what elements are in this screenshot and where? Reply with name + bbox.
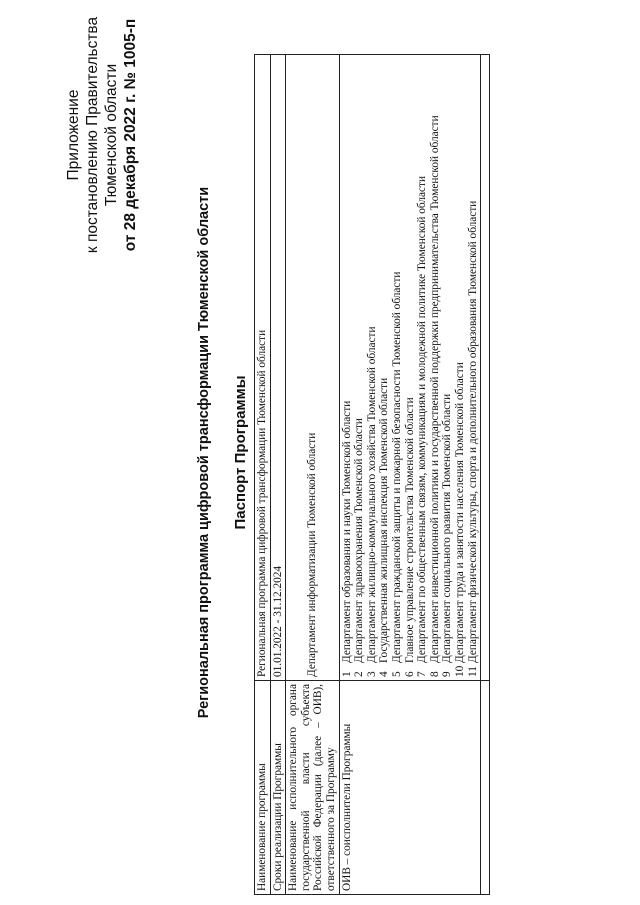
row-value: Региональная программа цифровой трансформации Тюменской области bbox=[255, 55, 271, 681]
passport-table bbox=[254, 54, 490, 895]
list-item bbox=[416, 58, 429, 677]
list-item-text: Департамент здравоохранения Тюменской области bbox=[353, 418, 366, 663]
list-item bbox=[467, 58, 480, 677]
list-item bbox=[378, 58, 391, 677]
table-row bbox=[286, 55, 339, 895]
list-item-number: 8 bbox=[428, 671, 441, 677]
list-item-number: 9 bbox=[441, 671, 454, 677]
list-item-text: Департамент по общественным связям, коммуникациям и молодежной политике Тюменской области bbox=[416, 175, 429, 663]
table-row bbox=[270, 55, 286, 895]
row-value: 01.01.2022 - 31.12.2024 bbox=[270, 55, 286, 681]
list-item-number: 2 bbox=[353, 671, 366, 677]
list-item-text: Государственная жилищная инспекция Тюменской области bbox=[378, 377, 391, 663]
appendix-region: Тюменской области bbox=[103, 63, 120, 207]
list-item bbox=[441, 58, 454, 677]
list-item bbox=[404, 58, 417, 677]
list-item bbox=[429, 58, 442, 677]
list-item bbox=[353, 58, 366, 677]
list-item-number: 3 bbox=[365, 671, 378, 677]
list-item-text: Департамент труда и занятости населения Тюменской области bbox=[453, 362, 466, 663]
list-item-number: 10 bbox=[453, 665, 466, 677]
row-label: Наименование исполнительного органа государственной власти субъекта Российской Федерации (далее – ОИВ), ответственного за Программу bbox=[286, 681, 339, 895]
document-title: Региональная программа цифровой трансформации Тюменской области bbox=[196, 186, 212, 719]
appendix-decree-date: от 28 декабря 2022 г. № 1005-п bbox=[122, 18, 139, 252]
row-label bbox=[481, 681, 490, 895]
table-row bbox=[339, 55, 481, 895]
appendix-block bbox=[64, 0, 140, 305]
section-title: Паспорт Программы bbox=[232, 375, 249, 530]
appendix-decree-ref: к постановлению Правительства bbox=[84, 16, 101, 254]
list-item-number: 7 bbox=[416, 671, 429, 677]
list-item-number: 11 bbox=[466, 666, 479, 677]
list-item-text: Департамент физической культуры, спорта и дополнительного образования Тюменской области bbox=[466, 200, 479, 663]
list-item bbox=[366, 58, 379, 677]
row-label: Сроки реализации Программы bbox=[270, 681, 286, 895]
list-item bbox=[454, 58, 467, 677]
list-item-text: Главное управление строительства Тюменской области bbox=[403, 397, 416, 663]
row-value: Департамент информатизации Тюменской области bbox=[286, 55, 339, 681]
list-item-number: 1 bbox=[340, 671, 353, 677]
list-item bbox=[341, 58, 354, 677]
list-item-number: 6 bbox=[403, 671, 416, 677]
row-label: ОИВ – соисполнители Программы bbox=[339, 681, 481, 895]
table-row bbox=[255, 55, 271, 895]
list-item bbox=[391, 58, 404, 677]
row-value bbox=[481, 55, 490, 681]
list-item-text: Департамент образования и науки Тюменской области bbox=[340, 400, 353, 663]
list-item-number: 4 bbox=[378, 671, 391, 677]
table-row bbox=[481, 55, 490, 895]
list-item-number: 5 bbox=[390, 671, 403, 677]
oiv-list-cell bbox=[339, 55, 481, 681]
list-item-text: Департамент жилищно-коммунального хозяйства Тюменской области bbox=[365, 326, 378, 663]
list-item-text: Департамент гражданской защиты и пожарной безопасности Тюменской области bbox=[390, 271, 403, 663]
appendix-heading: Приложение bbox=[65, 89, 82, 181]
list-item-text: Департамент инвестиционной политики и государственной поддержки предпринимательства Тюменской области bbox=[428, 115, 441, 663]
row-label: Наименование программы bbox=[255, 681, 271, 895]
list-item-text: Департамент социального развития Тюменской области bbox=[441, 393, 454, 663]
oiv-list bbox=[341, 58, 480, 677]
